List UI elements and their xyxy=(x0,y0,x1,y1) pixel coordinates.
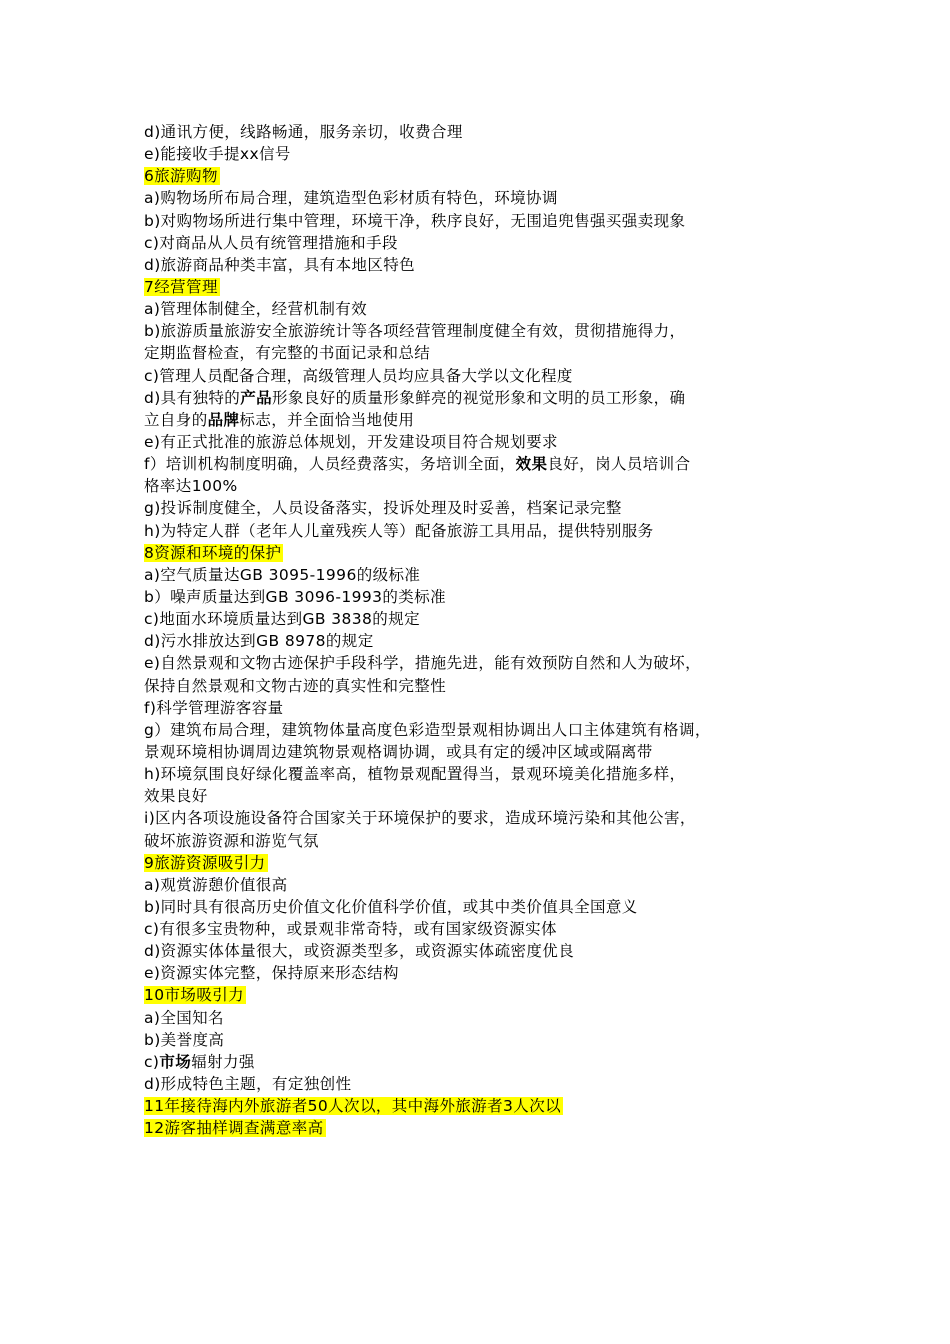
text-fragment: c) xyxy=(144,1052,160,1071)
text-fragment: 辐射力强 xyxy=(191,1052,255,1071)
text-line xyxy=(144,918,834,940)
line-text xyxy=(144,455,690,473)
heading-text: 7经营管理 xyxy=(144,277,218,296)
line-text: g）建筑布局合理，建筑物体量高度色彩造型景观相协调出人口主体建筑有格调， xyxy=(144,720,711,739)
text-line xyxy=(144,342,834,364)
line-text: 景观环境相协调周边建筑物景观格调协调，或具有定的缓冲区域或隔离带 xyxy=(144,742,653,761)
text-fragment: 标志，并全面恰当地使用 xyxy=(239,410,415,429)
text-line xyxy=(144,763,834,785)
line-text: e)资源实体完整，保持原来形态结构 xyxy=(144,964,399,983)
text-line xyxy=(144,608,834,630)
text-line xyxy=(144,830,834,852)
line-text: g)投诉制度健全，人员设备落实，投诉处理及时妥善，档案记录完整 xyxy=(144,499,622,518)
text-fragment: 形象良好的质量形象鲜亮的视觉形象和文明的员工形象，确 xyxy=(272,388,686,407)
line-text: c)管理人员配备合理，高级管理人员均应具备大学以文化程度 xyxy=(144,366,573,385)
line-text: a)全国知名 xyxy=(144,1008,224,1027)
line-text: d)污水排放达到GB 8978的规定 xyxy=(144,632,374,651)
section-heading xyxy=(144,165,834,187)
line-text: h)为特定人群（老年人儿童残疾人等）配备旅游工具用品，提供特别服务 xyxy=(144,521,654,540)
text-line xyxy=(144,630,834,652)
text-line xyxy=(144,807,834,829)
text-fragment: d)具有独特的 xyxy=(144,388,241,407)
bold-text: 产品 xyxy=(240,388,272,407)
text-line xyxy=(144,298,834,320)
line-text: a)购物场所布局合理，建筑造型色彩材质有特色，环境协调 xyxy=(144,189,558,208)
text-line xyxy=(144,187,834,209)
line-text: b)同时具有很高历史价值文化价值科学价值，或其中类价值具全国意义 xyxy=(144,897,638,916)
heading-text: 12游客抽样调查满意率高 xyxy=(144,1119,324,1138)
line-text xyxy=(144,1053,255,1071)
line-text: i)区内各项设施设备符合国家关于环境保护的要求，造成环境污染和其他公害， xyxy=(144,809,696,828)
text-line xyxy=(144,1007,834,1029)
text-line xyxy=(144,320,834,342)
text-line xyxy=(144,586,834,608)
line-text: b）噪声质量达到GB 3096-1993的类标准 xyxy=(144,587,446,606)
bold-text: 市场 xyxy=(159,1052,192,1071)
line-text xyxy=(144,411,414,429)
line-text: f)科学管理游客容量 xyxy=(144,698,284,717)
section-heading xyxy=(144,1095,834,1117)
document-body xyxy=(144,121,834,1139)
line-text: 破坏旅游资源和游览气氛 xyxy=(144,831,319,850)
line-text: e)自然景观和文物古迹保护手段科学，措施先进，能有效预防自然和人为破坏， xyxy=(144,654,701,673)
section-heading xyxy=(144,984,834,1006)
text-line xyxy=(144,520,834,542)
text-line xyxy=(144,387,834,409)
bold-text: 品牌 xyxy=(207,410,240,429)
text-line xyxy=(144,652,834,674)
text-line xyxy=(144,1029,834,1051)
section-heading xyxy=(144,1117,834,1139)
text-line xyxy=(144,497,834,519)
text-line xyxy=(144,210,834,232)
text-line xyxy=(144,475,834,497)
heading-text: 9旅游资源吸引力 xyxy=(144,853,266,872)
line-text: b)美誉度高 xyxy=(144,1030,225,1049)
line-text: a)观赏游憩价值很高 xyxy=(144,875,288,894)
line-text: b)对购物场所进行集中管理，环境干净，秩序良好，无围追兜售强买强卖现象 xyxy=(144,211,686,230)
text-line xyxy=(144,896,834,918)
text-line xyxy=(144,453,834,475)
line-text: 效果良好 xyxy=(144,787,208,806)
text-line xyxy=(144,409,834,431)
text-line xyxy=(144,719,834,741)
text-line xyxy=(144,697,834,719)
line-text: a)管理体制健全，经营机制有效 xyxy=(144,300,368,319)
line-text: c)地面水环境质量达到GB 3838的规定 xyxy=(144,610,420,629)
line-text: e)有正式批准的旅游总体规划，开发建设项目符合规划要求 xyxy=(144,432,558,451)
line-text: c)对商品从人员有统管理措施和手段 xyxy=(144,233,398,252)
text-line xyxy=(144,1051,834,1073)
section-heading xyxy=(144,276,834,298)
text-line xyxy=(144,564,834,586)
line-text: e)能接收手提xx信号 xyxy=(144,145,291,164)
line-text xyxy=(144,389,685,407)
line-text: a)空气质量达GB 3095-1996的级标准 xyxy=(144,565,421,584)
text-line xyxy=(144,121,834,143)
text-line xyxy=(144,431,834,453)
line-text: 定期监督检查，有完整的书面记录和总结 xyxy=(144,344,431,363)
text-fragment: 良好，岗人员培训合 xyxy=(547,455,691,474)
line-text: 保持自然景观和文物古迹的真实性和完整性 xyxy=(144,676,447,695)
text-line xyxy=(144,940,834,962)
text-fragment: f）培训机构制度明确，人员经费落实，务培训全面， xyxy=(144,455,516,474)
text-line xyxy=(144,365,834,387)
section-heading xyxy=(144,542,834,564)
text-line xyxy=(144,741,834,763)
line-text: h)环境氛围良好绿化覆盖率高，植物景观配置得当，景观环境美化措施多样， xyxy=(144,765,686,784)
text-line xyxy=(144,1073,834,1095)
bold-text: 效果 xyxy=(515,455,548,474)
text-line xyxy=(144,962,834,984)
line-text: c)有很多宝贵物种，或景观非常奇特，或有国家级资源实体 xyxy=(144,920,557,939)
section-heading xyxy=(144,852,834,874)
heading-text: 8资源和环境的保护 xyxy=(144,543,282,562)
text-line xyxy=(144,874,834,896)
text-line xyxy=(144,143,834,165)
text-line xyxy=(144,254,834,276)
text-fragment: 立自身的 xyxy=(144,410,208,429)
line-text: d)资源实体体量很大，或资源类型多，或资源实体疏密度优良 xyxy=(144,942,575,961)
text-line xyxy=(144,675,834,697)
heading-text: 11年接待海内外旅游者50人次以，其中海外旅游者3人次以 xyxy=(144,1097,562,1116)
heading-text: 10市场吸引力 xyxy=(144,986,245,1005)
line-text: d)通讯方便，线路畅通，服务亲切，收费合理 xyxy=(144,123,463,141)
text-line xyxy=(144,232,834,254)
text-line xyxy=(144,785,834,807)
line-text: d)旅游商品种类丰富，具有本地区特色 xyxy=(144,255,416,274)
line-text: 格率达100% xyxy=(144,477,238,496)
line-text: b)旅游质量旅游安全旅游统计等各项经营管理制度健全有效，贯彻措施得力， xyxy=(144,322,686,341)
line-text: d)形成特色主题，有定独创性 xyxy=(144,1075,352,1094)
heading-text: 6旅游购物 xyxy=(144,167,218,186)
